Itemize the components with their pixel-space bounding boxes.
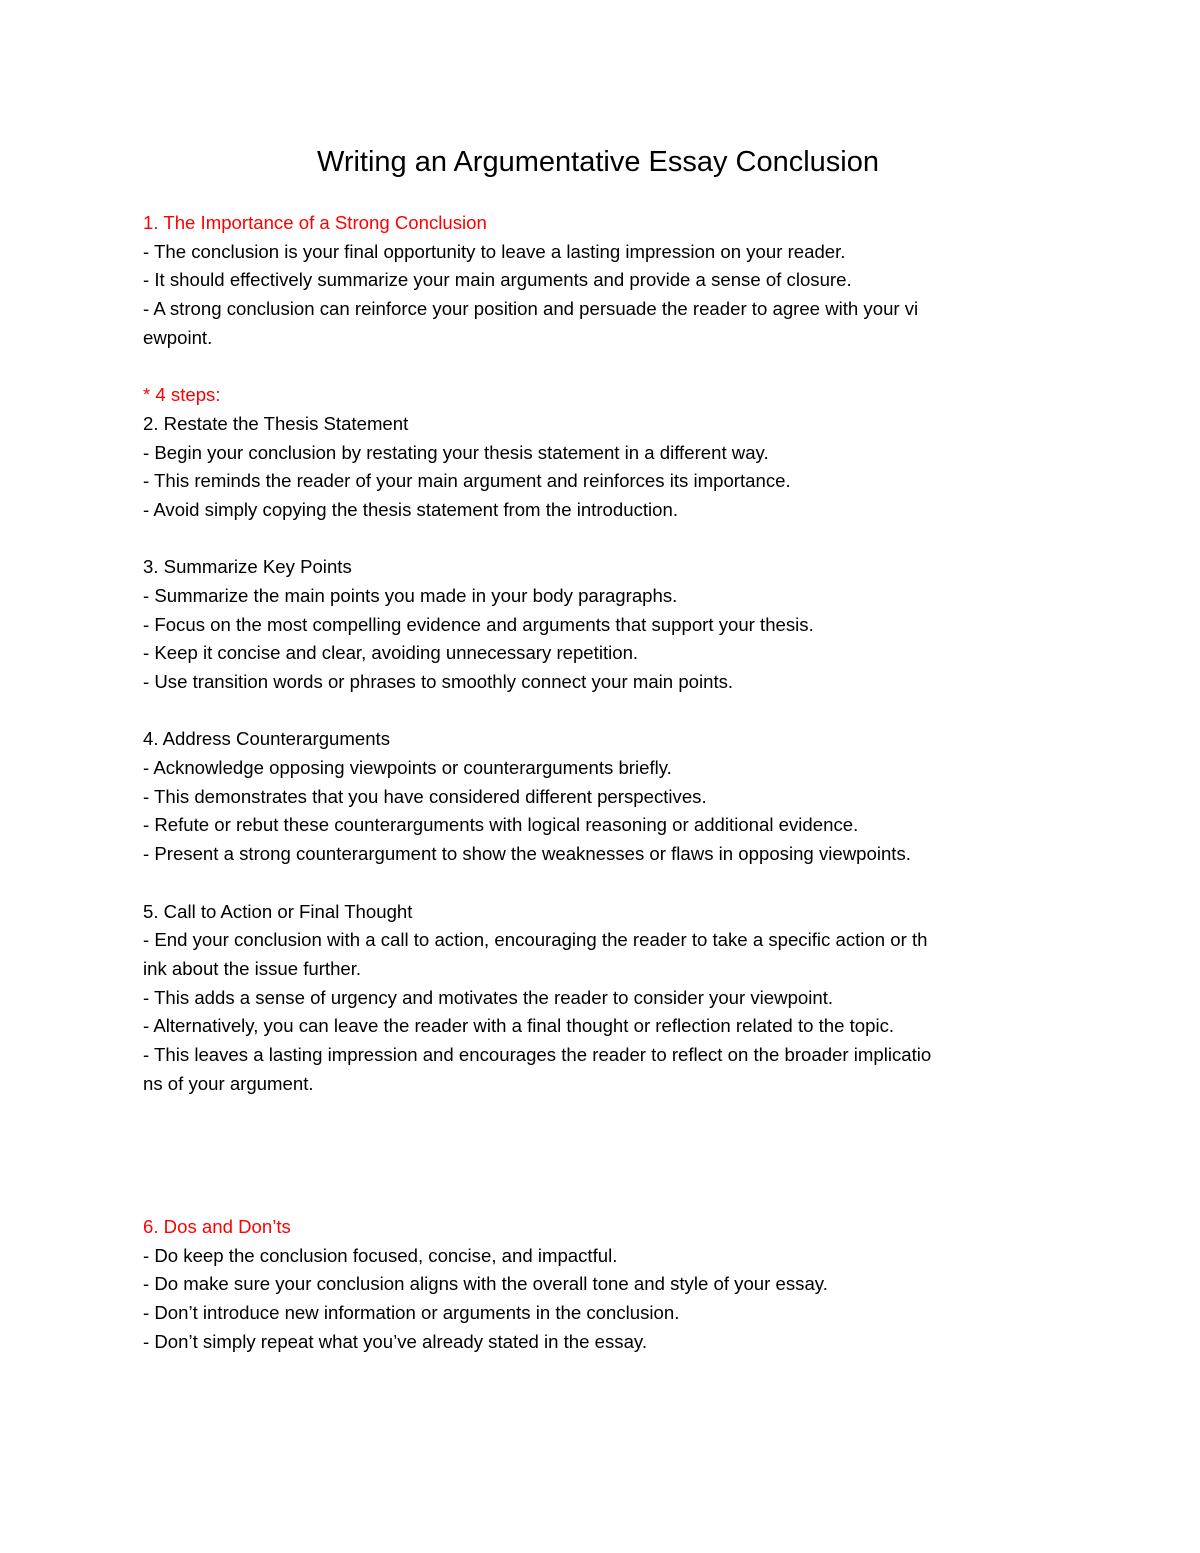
- section-6-line: - Do make sure your conclusion aligns with the overall tone and style of your essay.: [143, 1273, 828, 1295]
- section-6-line: - Don’t introduce new information or arguments in the conclusion.: [143, 1302, 680, 1324]
- spacer: [143, 1156, 1063, 1185]
- section-4-line: - This demonstrates that you have considered different perspectives.: [143, 785, 707, 807]
- section-1-line: - It should effectively summarize your main arguments and provide a sense of closure.: [143, 269, 852, 291]
- document-body: [143, 209, 1063, 1357]
- spacer: [143, 352, 1063, 381]
- section-4-line: - Present a strong counterargument to show the weaknesses or flaws in opposing viewpoints.: [143, 843, 911, 865]
- steps-label: * 4 steps:: [143, 384, 221, 406]
- spacer: [143, 869, 1063, 898]
- section-2-line: - This reminds the reader of your main argument and reinforces its importance.: [143, 470, 791, 492]
- spacer: [143, 1098, 1063, 1127]
- spacer: [143, 525, 1063, 554]
- section-3-line: - Summarize the main points you made in your body paragraphs.: [143, 584, 678, 606]
- section-1-heading: 1. The Importance of a Strong Conclusion: [143, 212, 487, 233]
- spacer: [143, 1127, 1063, 1156]
- section-5-line: - End your conclusion with a call to action, encouraging the reader to take a specific action or th: [143, 929, 928, 951]
- document-title: Writing an Argumentative Essay Conclusion: [316, 146, 880, 178]
- section-5-line: - This leaves a lasting impression and encourages the reader to reflect on the broader implicatio: [143, 1043, 932, 1065]
- section-6-line: - Do keep the conclusion focused, concise, and impactful.: [143, 1244, 618, 1266]
- section-1-line: - The conclusion is your final opportunity to leave a lasting impression on your reader.: [143, 240, 846, 262]
- section-3-line: - Use transition words or phrases to smoothly connect your main points.: [143, 671, 734, 692]
- section-5-line: - Alternatively, you can leave the reader with a final thought or reflection related to the topic.: [143, 1015, 895, 1037]
- section-3-line: - Keep it concise and clear, avoiding unnecessary repetition.: [143, 642, 639, 664]
- section-4-line: - Acknowledge opposing viewpoints or counterarguments briefly.: [143, 757, 672, 779]
- section-3-heading: 3. Summarize Key Points: [143, 556, 352, 578]
- section-1-line: - A strong conclusion can reinforce your position and persuade the reader to agree with your vi: [143, 298, 919, 320]
- section-4-line: - Refute or rebut these counterarguments with logical reasoning or additional evidence.: [143, 814, 859, 836]
- section-2-line: - Begin your conclusion by restating your thesis statement in a different way.: [143, 441, 769, 463]
- section-1-line: ewpoint.: [143, 326, 213, 348]
- section-5-line: ns of your argument.: [143, 1072, 314, 1094]
- section-6-line: - Don’t simply repeat what you’ve already stated in the essay.: [143, 1330, 648, 1352]
- section-2-line: - Avoid simply copying the thesis statement from the introduction.: [143, 498, 679, 520]
- section-5-line: ink about the issue further.: [143, 957, 362, 979]
- section-5-line: - This adds a sense of urgency and motivates the reader to consider your viewpoint.: [143, 986, 834, 1008]
- section-4-heading: 4. Address Counterarguments: [143, 728, 391, 750]
- spacer: [143, 1184, 1063, 1213]
- spacer: [143, 697, 1063, 726]
- section-3-line: - Focus on the most compelling evidence and arguments that support your thesis.: [143, 613, 814, 635]
- section-5-heading: 5. Call to Action or Final Thought: [143, 900, 413, 922]
- section-6-heading: 6. Dos and Don’ts: [143, 1216, 291, 1238]
- section-2-heading: 2. Restate the Thesis Statement: [143, 412, 409, 434]
